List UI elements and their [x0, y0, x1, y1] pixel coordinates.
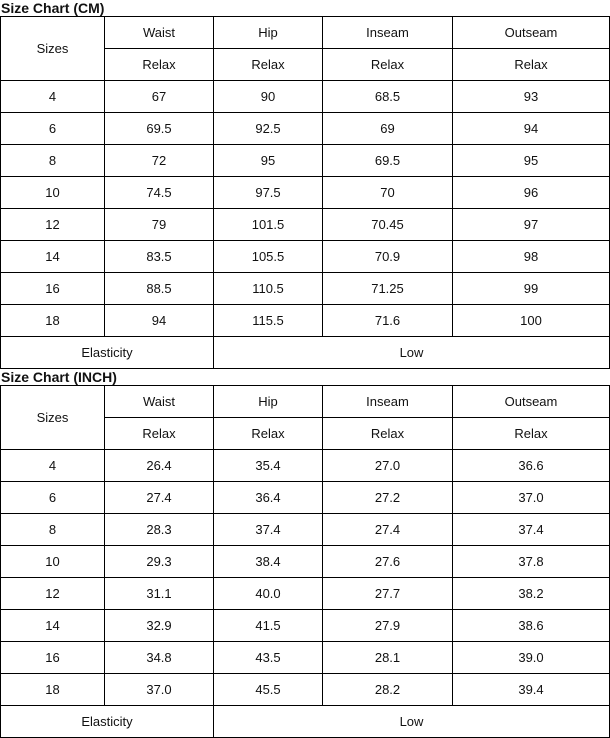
hip-cell: 41.5 — [214, 610, 323, 642]
size-cell: 10 — [1, 546, 105, 578]
table-row — [1, 546, 610, 578]
size-cell: 14 — [1, 610, 105, 642]
table-row — [1, 241, 610, 273]
size-cell: 10 — [1, 177, 105, 209]
inseam-cell: 69.5 — [323, 145, 453, 177]
size-cell: 8 — [1, 145, 105, 177]
outseam-cell: 39.4 — [453, 674, 610, 706]
waist-cell: 79 — [105, 209, 214, 241]
elasticity-label: Elasticity — [1, 706, 214, 738]
outseam-cell: 99 — [453, 273, 610, 305]
hip-cell: 35.4 — [214, 450, 323, 482]
inseam-cell: 28.1 — [323, 642, 453, 674]
inseam-cell: 27.0 — [323, 450, 453, 482]
waist-header: Waist — [105, 386, 214, 418]
waist-cell: 32.9 — [105, 610, 214, 642]
waist-cell: 88.5 — [105, 273, 214, 305]
hip-cell: 105.5 — [214, 241, 323, 273]
inseam-cell: 71.25 — [323, 273, 453, 305]
elasticity-value: Low — [214, 706, 610, 738]
outseam-cell: 39.0 — [453, 642, 610, 674]
hip-header: Hip — [214, 17, 323, 49]
table-row — [1, 273, 610, 305]
waist-cell: 83.5 — [105, 241, 214, 273]
table-row — [1, 81, 610, 113]
cm-chart-title: Size Chart (CM) — [1, 0, 105, 16]
outseam-cell: 36.6 — [453, 450, 610, 482]
size-cell: 4 — [1, 450, 105, 482]
table-row — [1, 482, 610, 514]
outseam-cell: 97 — [453, 209, 610, 241]
table-row — [1, 514, 610, 546]
size-cell: 16 — [1, 642, 105, 674]
inseam-cell: 27.4 — [323, 514, 453, 546]
waist-cell: 67 — [105, 81, 214, 113]
waist-cell: 74.5 — [105, 177, 214, 209]
inch-elasticity-row — [1, 706, 610, 738]
waist-cell: 27.4 — [105, 482, 214, 514]
table-row — [1, 642, 610, 674]
inseam-cell: 69 — [323, 113, 453, 145]
cm-table-body — [1, 17, 610, 369]
elasticity-value: Low — [214, 337, 610, 369]
outseam-cell: 38.6 — [453, 610, 610, 642]
waist-cell: 28.3 — [105, 514, 214, 546]
hip-cell: 36.4 — [214, 482, 323, 514]
cm-header-row — [1, 17, 610, 49]
hip-header: Hip — [214, 386, 323, 418]
hip-cell: 37.4 — [214, 514, 323, 546]
hip-cell: 90 — [214, 81, 323, 113]
inch-chart-title: Size Chart (INCH) — [1, 369, 117, 385]
waist-fit-label: Relax — [105, 418, 214, 450]
inseam-cell: 27.9 — [323, 610, 453, 642]
size-cell: 4 — [1, 81, 105, 113]
inch-size-table — [0, 385, 610, 738]
outseam-cell: 37.4 — [453, 514, 610, 546]
inseam-cell: 70 — [323, 177, 453, 209]
inch-chart-section — [0, 369, 610, 738]
size-cell: 18 — [1, 305, 105, 337]
table-row — [1, 450, 610, 482]
table-row — [1, 674, 610, 706]
table-row — [1, 305, 610, 337]
inch-table-body — [1, 386, 610, 738]
hip-fit-label: Relax — [214, 418, 323, 450]
size-cell: 18 — [1, 674, 105, 706]
waist-cell: 94 — [105, 305, 214, 337]
table-row — [1, 209, 610, 241]
cm-size-table — [0, 16, 610, 369]
table-row — [1, 610, 610, 642]
hip-cell: 92.5 — [214, 113, 323, 145]
waist-cell: 37.0 — [105, 674, 214, 706]
waist-cell: 26.4 — [105, 450, 214, 482]
outseam-cell: 37.0 — [453, 482, 610, 514]
hip-cell: 115.5 — [214, 305, 323, 337]
inseam-header: Inseam — [323, 17, 453, 49]
inseam-header: Inseam — [323, 386, 453, 418]
table-row — [1, 113, 610, 145]
cm-elasticity-row — [1, 337, 610, 369]
hip-cell: 45.5 — [214, 674, 323, 706]
table-row — [1, 177, 610, 209]
outseam-cell: 95 — [453, 145, 610, 177]
outseam-cell: 98 — [453, 241, 610, 273]
waist-cell: 31.1 — [105, 578, 214, 610]
outseam-cell: 94 — [453, 113, 610, 145]
table-row — [1, 578, 610, 610]
sizes-header: Sizes — [1, 17, 105, 81]
waist-header: Waist — [105, 17, 214, 49]
outseam-cell: 38.2 — [453, 578, 610, 610]
elasticity-label: Elasticity — [1, 337, 214, 369]
outseam-fit-label: Relax — [453, 418, 610, 450]
waist-cell: 69.5 — [105, 113, 214, 145]
inseam-cell: 28.2 — [323, 674, 453, 706]
hip-fit-label: Relax — [214, 49, 323, 81]
outseam-header: Outseam — [453, 17, 610, 49]
waist-cell: 29.3 — [105, 546, 214, 578]
size-cell: 8 — [1, 514, 105, 546]
inseam-fit-label: Relax — [323, 418, 453, 450]
hip-cell: 95 — [214, 145, 323, 177]
waist-fit-label: Relax — [105, 49, 214, 81]
hip-cell: 38.4 — [214, 546, 323, 578]
hip-cell: 97.5 — [214, 177, 323, 209]
size-cell: 14 — [1, 241, 105, 273]
outseam-cell: 93 — [453, 81, 610, 113]
hip-cell: 110.5 — [214, 273, 323, 305]
size-cell: 12 — [1, 209, 105, 241]
inseam-fit-label: Relax — [323, 49, 453, 81]
hip-cell: 40.0 — [214, 578, 323, 610]
waist-cell: 72 — [105, 145, 214, 177]
hip-cell: 101.5 — [214, 209, 323, 241]
outseam-cell: 96 — [453, 177, 610, 209]
outseam-cell: 37.8 — [453, 546, 610, 578]
table-row — [1, 145, 610, 177]
size-cell: 12 — [1, 578, 105, 610]
size-cell: 6 — [1, 113, 105, 145]
inseam-cell: 70.9 — [323, 241, 453, 273]
inseam-cell: 68.5 — [323, 81, 453, 113]
inseam-cell: 27.2 — [323, 482, 453, 514]
inseam-cell: 71.6 — [323, 305, 453, 337]
inch-header-row — [1, 386, 610, 418]
hip-cell: 43.5 — [214, 642, 323, 674]
inseam-cell: 27.6 — [323, 546, 453, 578]
outseam-header: Outseam — [453, 386, 610, 418]
outseam-fit-label: Relax — [453, 49, 610, 81]
size-cell: 6 — [1, 482, 105, 514]
size-cell: 16 — [1, 273, 105, 305]
sizes-header: Sizes — [1, 386, 105, 450]
outseam-cell: 100 — [453, 305, 610, 337]
inseam-cell: 70.45 — [323, 209, 453, 241]
inseam-cell: 27.7 — [323, 578, 453, 610]
waist-cell: 34.8 — [105, 642, 214, 674]
